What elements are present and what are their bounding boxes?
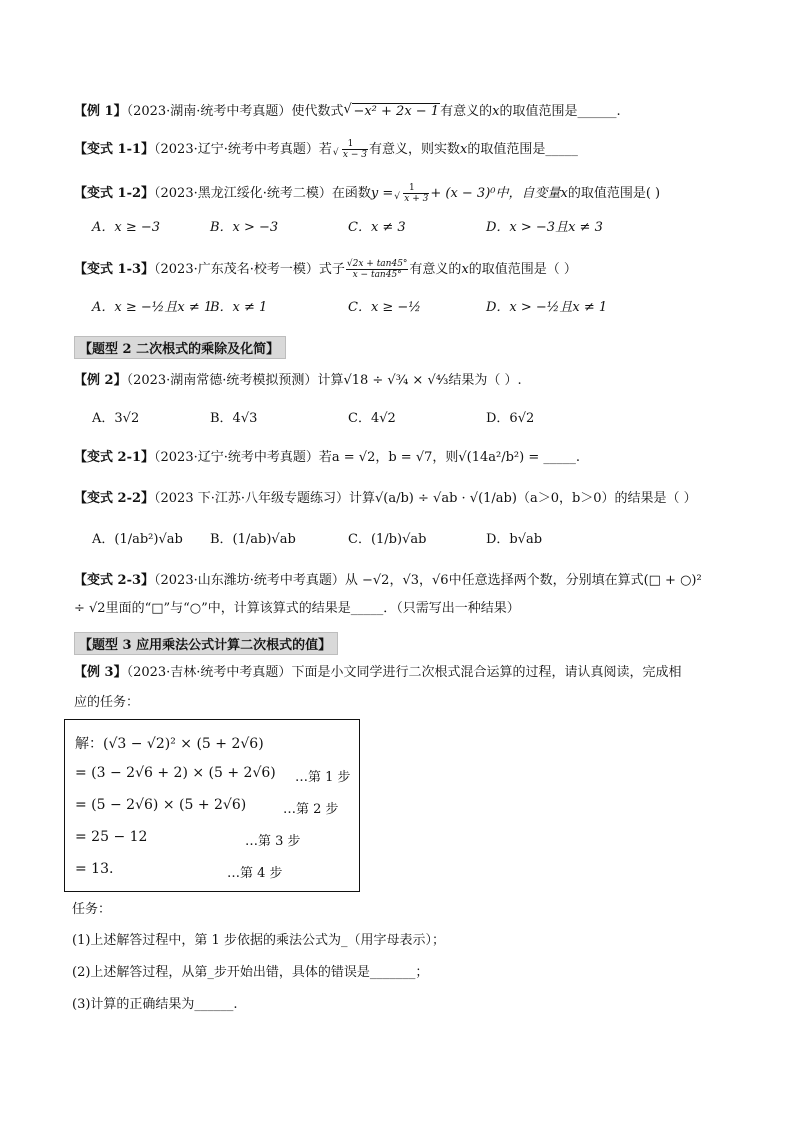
example-tag: 【例 3】: [74, 665, 127, 680]
radical: √ −x² + 2x − 1: [343, 103, 440, 121]
option-b: B．4√3: [210, 411, 258, 426]
variant-tag: 【变式 2-3】: [74, 573, 155, 588]
variant-2-3: 【变式 2-3】（2023·山东潍坊·统考中考真题）从 −√2，√3，√6中任意选择两个数，分别填在算式(□ + ○)²: [74, 573, 702, 588]
fraction: 1 √ x − 3: [333, 139, 368, 160]
option-a: A．(1/ab²)√ab: [92, 532, 183, 547]
variant-2-1: 【变式 2-1】（2023·辽宁·统考中考真题）若a = √2，b = √7，则√(14a²/b²) = _____.: [74, 450, 581, 465]
variant-tag: 【变式 2-2】: [74, 491, 155, 506]
variant-tag: 【变式 1-1】: [74, 142, 155, 157]
solution-line-0: 解：(√3 − √2)² × (5 + 2√6): [75, 736, 264, 752]
option-c: C．(1/b)√ab: [348, 532, 427, 547]
variant-2-3-cont: ÷ √2里面的“□”与“○”中，计算该算式的结果是_____．（只需写出一种结果）: [74, 601, 520, 616]
step-label-4: …第 4 步: [227, 866, 283, 881]
fraction: $\frac{√2x + \tan 45^\circ}{x - \tan 45^\circ}$: [346, 259, 408, 280]
example-3-cont: 应的任务：: [74, 695, 140, 710]
source: （2023·湖南常德·统考模拟预测）: [126, 373, 318, 388]
variant-1-3: 【变式 1-3】（2023·广东茂名·校考一模）式子 $\frac{√2x + \tan 45^\circ}{x - \tan 45^\circ}$ 有意义的x的取值范围是（ ）: [74, 259, 577, 280]
variant-1-1: 【变式 1-1】（2023·辽宁·统考中考真题）若 1 √ x − 3 有意义，则实数x的取值范围是_____: [74, 139, 578, 160]
task-1: (1)上述解答过程中，第 1 步依据的乘法公式为_（用字母表示）；: [72, 933, 445, 948]
variant-1-2: 【变式 1-2】（2023·黑龙江绥化·统考二模）在函数y = 1 √ x + 3 + (x − 3)⁰中，自变量x的取值范围是( ): [74, 183, 660, 204]
solution-line-3: = 25 − 12: [75, 829, 148, 845]
variant-2-2: 【变式 2-2】（2023 下·江苏·八年级专题练习）计算√(a/b) ÷ √ab · √(1/ab)（a＞0，b＞0）的结果是（ ）: [74, 491, 697, 506]
solution-line-1: = (3 − 2√6 + 2) × (5 + 2√6): [75, 765, 276, 781]
step-label-1: …第 1 步: [295, 770, 351, 785]
option-b: B．(1/ab)√ab: [210, 532, 296, 547]
option-d: D．6√2: [486, 411, 535, 426]
solution-line-4: = 13.: [75, 861, 114, 877]
option-a: A．3√2: [92, 411, 140, 426]
source: （2023 下·江苏·八年级专题练习）: [154, 491, 349, 506]
example-1: 【例 1】（2023·湖南·统考中考真题）使代数式√ −x² + 2x − 1有意义的x的取值范围是______.: [74, 103, 621, 121]
option-c: C．x ≥ −½: [348, 300, 421, 315]
source: （2023·山东潍坊·统考中考真题）: [154, 573, 345, 588]
variant-tag: 【变式 2-1】: [74, 450, 155, 465]
option-d: D．b√ab: [486, 532, 543, 547]
variant-tag: 【变式 1-2】: [74, 186, 155, 201]
source: （2023·吉林·统考中考真题）: [126, 665, 292, 680]
tasks-title: 任务：: [72, 902, 112, 917]
option-c: C．x ≠ 3: [348, 220, 406, 235]
solution-line-2: = (5 − 2√6) × (5 + 2√6): [75, 797, 247, 813]
source: （2023·辽宁·统考中考真题）: [154, 450, 319, 465]
source: （2023·广东茂名·校考一模）: [154, 262, 319, 277]
option-a: A．x ≥ −½且x ≠ 1: [92, 300, 213, 315]
example-3: 【例 3】（2023·吉林·统考中考真题）下面是小文同学进行二次根式混合运算的过程，请认真阅读，完成相: [74, 665, 682, 680]
step-label-2: …第 2 步: [283, 802, 339, 817]
source: （2023·黑龙江绥化·统考二模）: [154, 186, 332, 201]
source: （2023·湖南·统考中考真题）: [126, 104, 292, 119]
option-d: D．x > −3且x ≠ 3: [486, 220, 603, 235]
task-2: (2)上述解答过程，从第_步开始出错，具体的错误是_______；: [72, 965, 429, 980]
source: （2023·辽宁·统考中考真题）: [154, 142, 319, 157]
option-d: D．x > −½且x ≠ 1: [486, 300, 608, 315]
option-b: B．x > −3: [210, 220, 279, 235]
task-3: (3)计算的正确结果为______.: [72, 997, 238, 1012]
fraction: 1 √ x + 3: [394, 183, 429, 204]
example-tag: 【例 1】: [74, 104, 127, 119]
option-a: A．x ≥ −3: [92, 220, 161, 235]
solution-box: [64, 719, 360, 892]
option-b: B．x ≠ 1: [210, 300, 268, 315]
topic-heading-3: 【题型 3 应用乘法公式计算二次根式的值】: [74, 632, 338, 655]
variant-tag: 【变式 1-3】: [74, 262, 155, 277]
topic-heading-2: 【题型 2 二次根式的乘除及化简】: [74, 336, 286, 359]
step-label-3: …第 3 步: [245, 834, 301, 849]
option-c: C．4√2: [348, 411, 396, 426]
example-2: 【例 2】（2023·湖南常德·统考模拟预测）计算√18 ÷ √¾ × √⁴⁄₃结果为（ ）.: [74, 373, 522, 388]
example-tag: 【例 2】: [74, 373, 127, 388]
